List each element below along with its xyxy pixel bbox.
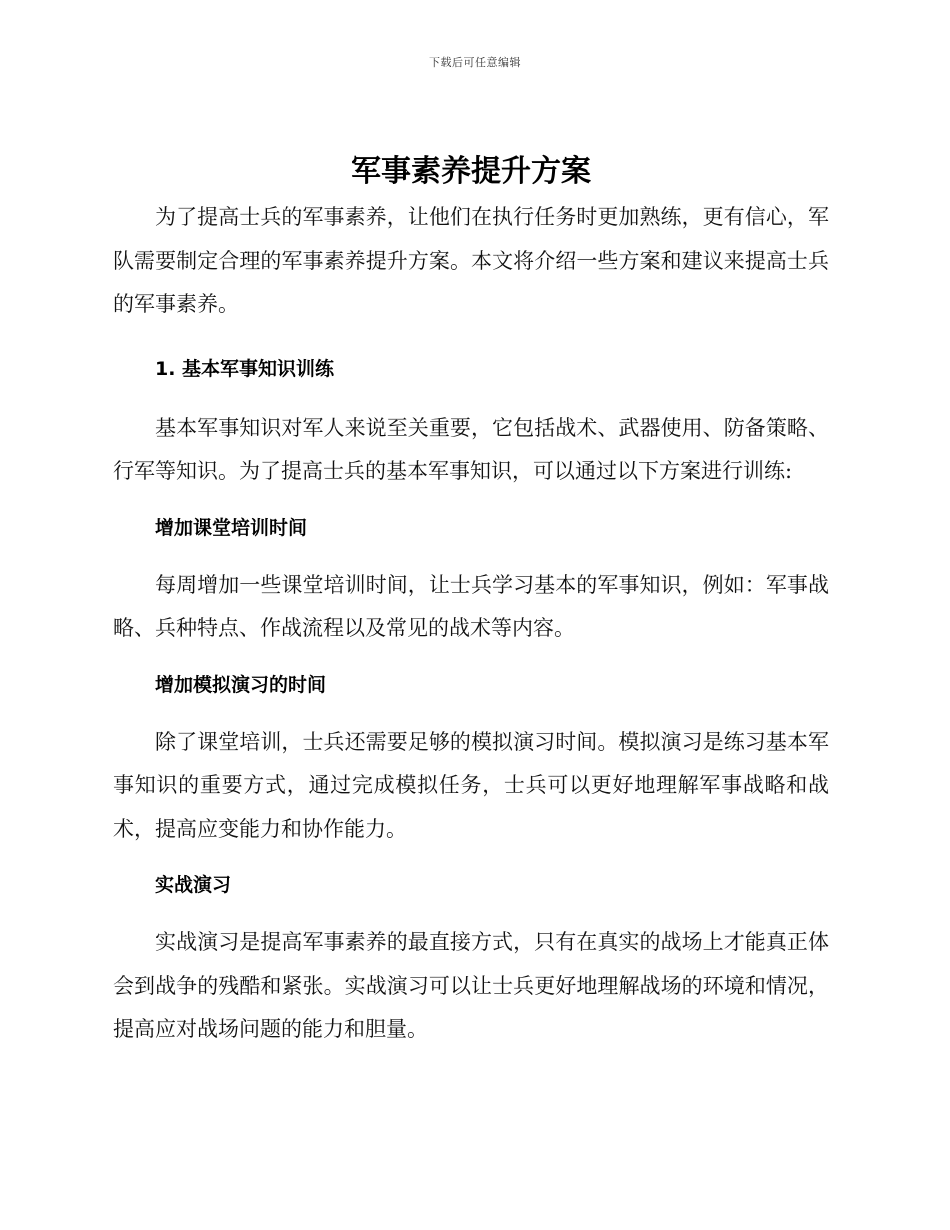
section-body-classroom-training: 每周增加一些课堂培训时间，让士兵学习基本的军事知识，例如：军事战略、兵种特点、作战流程以及常见的战术等内容。 [113,572,829,640]
document-title: 军事素养提升方案 [351,154,591,189]
section-heading-classroom-training: 增加课堂培训时间 [155,516,308,539]
section-body-simulation-drills: 除了课堂培训，士兵还需要足够的模拟演习时间。模拟演习是练习基本军事知识的重要方式，通过完成模拟任务，士兵可以更好地理解军事战略和战术，提高应变能力和协作能力。 [113,729,829,841]
header-note: 下载后可任意编辑 [429,56,521,69]
section-heading-basic-knowledge: 1. 基本军事知识训练 [155,357,335,380]
document-content [113,150,829,1052]
section-body-basic-knowledge: 基本军事知识对军人来说至关重要，它包括战术、武器使用、防备策略、行军等知识。为了提高士兵的基本军事知识，可以通过以下方案进行训练: [113,415,829,483]
section-body-live-exercise: 实战演习是提高军事素养的最直接方式，只有在真实的战场上才能真正体会到战争的残酷和紧张。实战演习可以让士兵更好地理解战场的环境和情况，提高应对战场问题的能力和胆量。 [113,930,829,1041]
intro-paragraph: 为了提高士兵的军事素养，让他们在执行任务时更加熟练，更有信心，军队需要制定合理的军事素养提升方案。本文将介绍一些方案和建议来提高士兵的军事素养。 [113,205,829,316]
section-heading-live-exercise: 实战演习 [155,874,232,896]
section-heading-simulation-drills: 增加模拟演习的时间 [155,673,327,696]
